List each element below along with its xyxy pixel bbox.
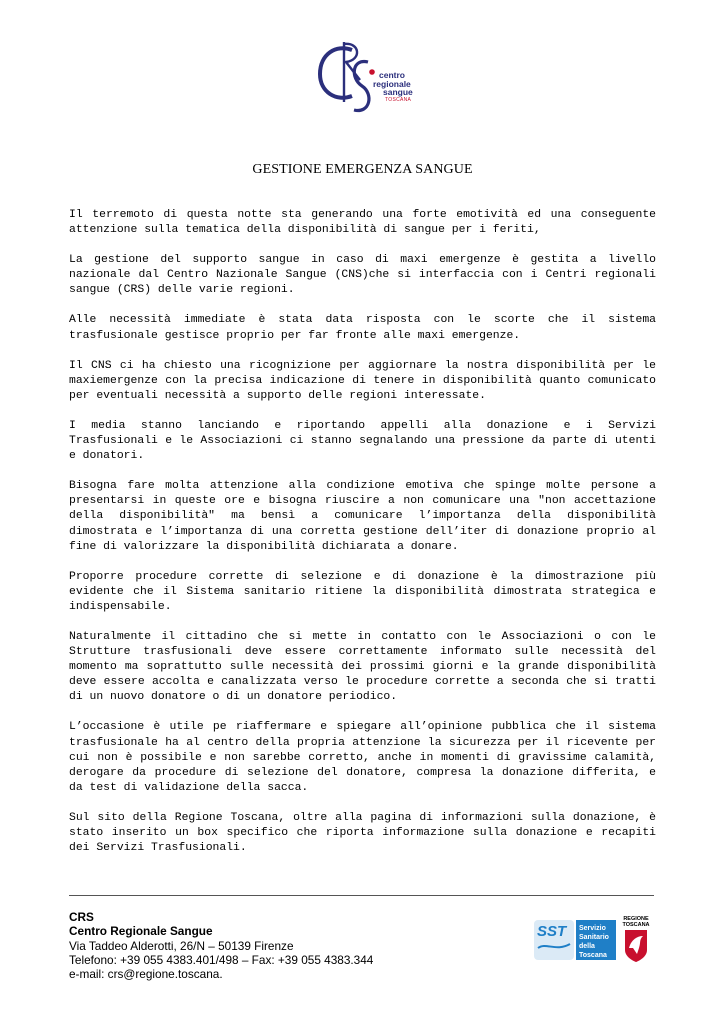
paragraph: Proporre procedure corrette di selezione e di donazione è la dimostrazione più evidente che il Sistema sanitario ritiene la disponibilità dimostrata strategica e indispensabile. bbox=[69, 570, 656, 613]
footer-phone: Telefono: +39 055 4383.401/498 – Fax: +39 055 4383.344 bbox=[69, 952, 374, 967]
sst-line-3: della bbox=[579, 943, 595, 950]
logo-line-1: centro bbox=[379, 70, 405, 80]
paragraph: Bisogna fare molta attenzione alla condizione emotiva che spinge molte persone a presentarsi in queste ore e bisogna riuscire a non comunicare una "non accettazione della disponibilità" ma bensì a comunicare l’importanza della disponibilità dimostrata e l’importanza di una corretta gestione dell’iter di donazione proprio al fine di valorizzare la disponibilità dichiarata a donare. bbox=[69, 480, 656, 553]
paragraph: Il CNS ci ha chiesto una ricognizione per aggiornare la nostra disponibilità per le maxiemergenze con la precisa indicazione di tenere in disponibilità quanto comunicato per eventuali necessità a supporto delle regioni interessate. bbox=[69, 359, 656, 402]
sst-logo-icon bbox=[534, 918, 616, 962]
sst-mark: SST bbox=[537, 923, 567, 940]
footer-divider bbox=[69, 895, 654, 896]
footer-org-name: Centro Regionale Sangue bbox=[69, 924, 213, 939]
crs-logo bbox=[316, 40, 426, 120]
paragraph: I media stanno lanciando e riportando appelli alla donazione e i Servizi Trasfusionali e le Associazioni ci stanno segnalando una pressione da parte di utenti e donatori. bbox=[69, 419, 656, 463]
region-line-1: REGIONE bbox=[623, 916, 649, 922]
document-body bbox=[69, 208, 656, 871]
paragraph: Il terremoto di questa notte sta generando una forte emotività ed una conseguente attenzione sulla tematica della disponibilità di sangue per i feriti, bbox=[69, 209, 656, 237]
footer-contact bbox=[69, 910, 373, 981]
footer-address: Via Taddeo Alderotti, 26/N – 50139 Firenze bbox=[69, 938, 294, 953]
sst-line-2: Sanitario bbox=[579, 934, 609, 941]
sst-line-4: Toscana bbox=[579, 952, 607, 959]
footer-email[interactable]: e-mail: crs@regione.toscana. bbox=[69, 967, 223, 982]
pegasus-emblem-icon bbox=[619, 914, 653, 964]
sst-line-1: Servizio bbox=[579, 925, 606, 932]
logo-line-2: regionale bbox=[373, 78, 411, 89]
logo-line-4: TOSCANA bbox=[385, 96, 412, 103]
sst-logo bbox=[534, 918, 616, 962]
logo-line-3: sangue bbox=[383, 87, 413, 97]
region-line-2: TOSCANA bbox=[622, 922, 650, 928]
paragraph: Alle necessità immediate è stata data risposta con le scorte che il sistema trasfusionale gestisce proprio per far fronte alle maxi emergenze. bbox=[69, 314, 656, 342]
paragraph: Naturalmente il cittadino che si mette in contatto con le Associazioni o con le Strutture trasfusionali deve essere correttamente informato sulle necessità del momento ma soprattutto sulle necessità dei prossimi giorni e la grande disponibilità deve essere accolta e canalizzata verso le procedure corrette a seconda che si tratti di un nuovo donatore o di un donatore periodico. bbox=[69, 630, 656, 704]
logo-wordmark bbox=[373, 71, 413, 104]
paragraph: Sul sito della Regione Toscana, oltre alla pagina di informazioni sulla donazione, è stato inserito un box specifico che riporta informazione sulla donazione e recapiti dei Servizi Trasfusionali. bbox=[69, 811, 656, 855]
paragraph: L’occasione è utile pe riaffermare e spiegare all’opinione pubblica che il sistema trasfusionale ha al centro della propria attenzione la sicurezza per il ricevente per cui non è possibile e non sarebbe corretto, anche in momenti di gravissime calamità, derogare da procedure di selezione del donatore, compresa la donazione differita, e da test di validazione della sacca. bbox=[69, 721, 656, 794]
footer-org-short: CRS bbox=[69, 910, 94, 924]
regione-toscana-logo bbox=[619, 914, 653, 964]
page-title: GESTIONE EMERGENZA SANGUE bbox=[252, 162, 473, 177]
paragraph: La gestione del supporto sangue in caso di maxi emergenze è gestita a livello nazionale dal Centro Nazionale Sangue (CNS)che si interfaccia con i Centri regionali sangue (CRS) delle varie regioni. bbox=[69, 254, 656, 297]
